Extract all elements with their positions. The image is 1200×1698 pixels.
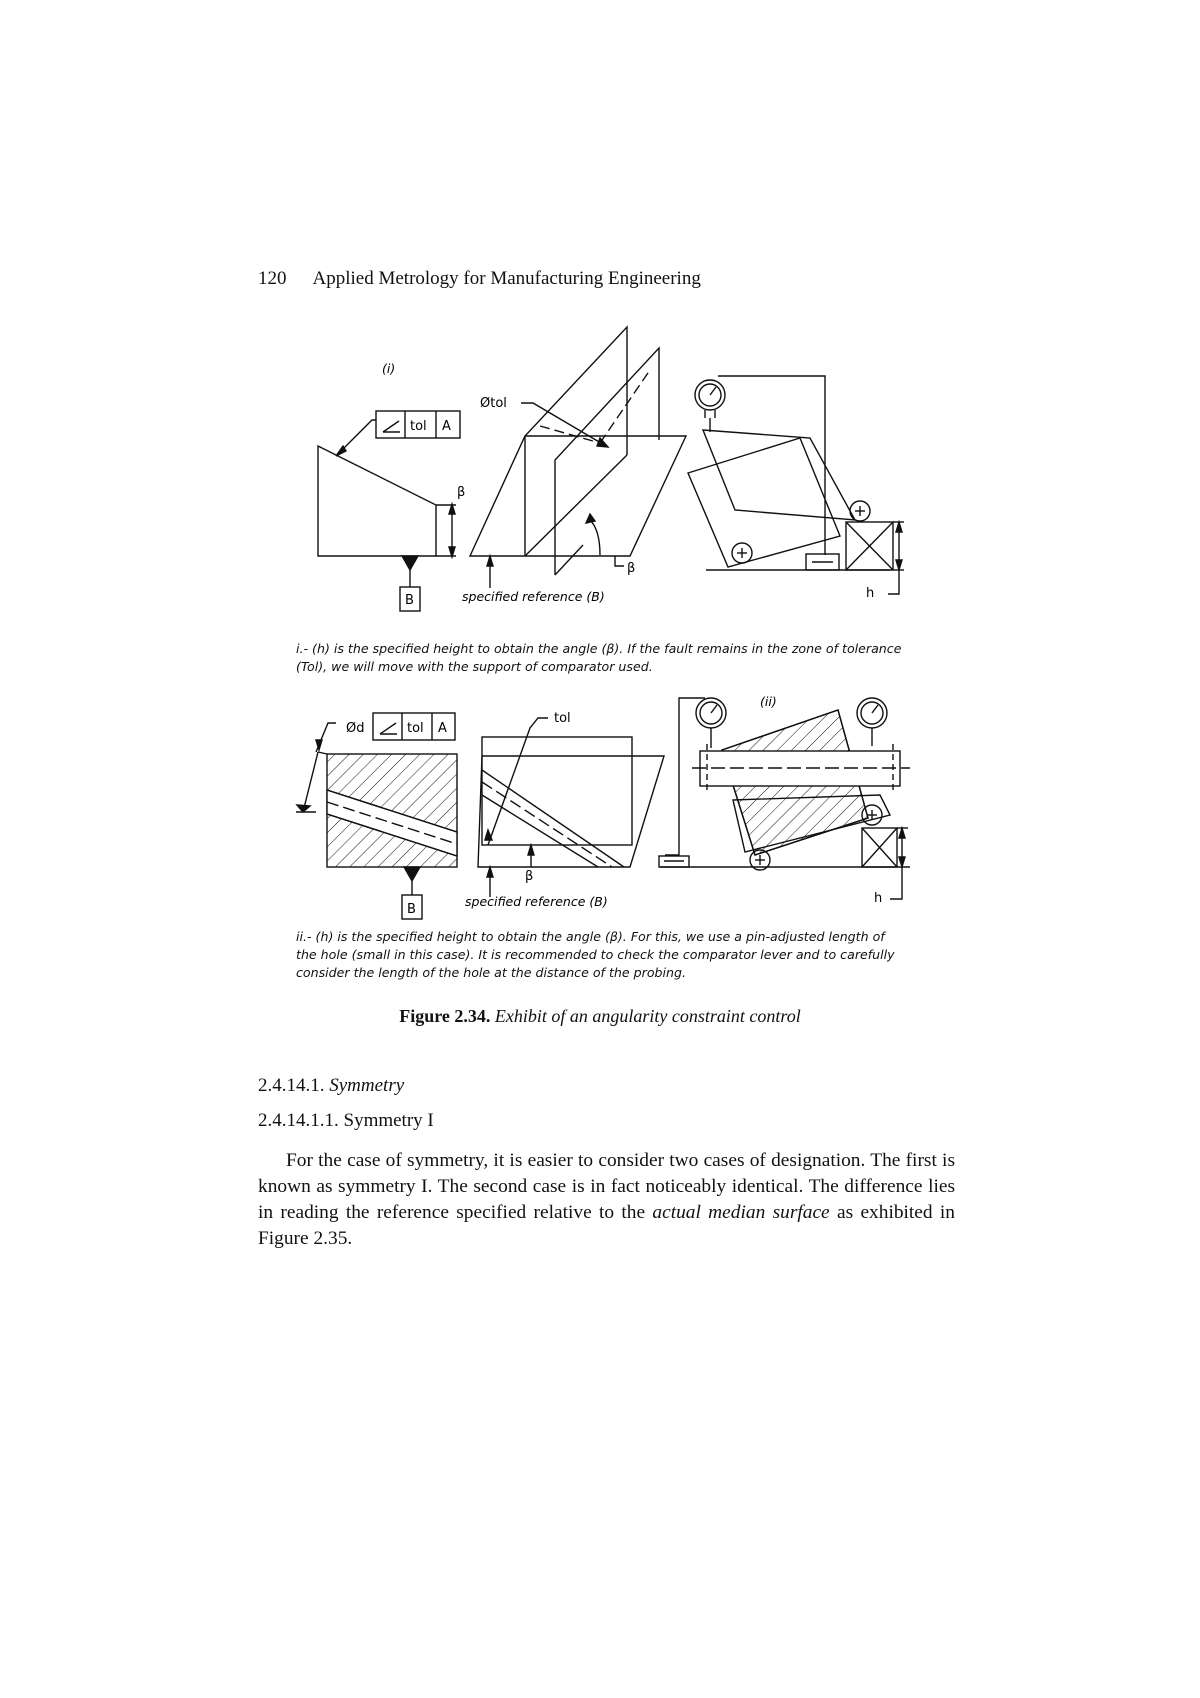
tol-label-ii: tol — [554, 711, 571, 726]
specified-reference-i: specified reference (B) — [462, 589, 605, 604]
datum-B-ii: B — [407, 902, 416, 917]
wedge-part — [318, 446, 456, 557]
caption-i: i.- (h) is the specified height to obtain the angle (β). If the fault remains in the zone of tolerance (Tol), we will move with the support of comparator used. — [296, 641, 902, 674]
specified-reference-ii: specified reference (B) — [465, 894, 608, 909]
tolerance-planes — [470, 327, 686, 575]
beta-label-1: β — [457, 485, 466, 500]
tolerance-zone-ii — [478, 737, 664, 867]
beta-label-2: β — [627, 561, 636, 576]
beta-label-3: β — [525, 869, 534, 884]
h-label-i: h — [866, 586, 875, 601]
figure-caption — [0, 1006, 1200, 1027]
fcf-datum-i: A — [442, 419, 451, 434]
dia-d-label: Ød — [346, 721, 365, 736]
fcf-tol-i: tol — [410, 419, 427, 434]
hatched-block — [327, 754, 457, 867]
panel-label-i: (i) — [382, 361, 396, 376]
body-paragraph: For the case of symmetry, it is easier to consider two cases of designation. The first is known as symmetry I. The second case is in fact noticeably identical. The difference lies in reading the reference specified relative to the actual median surface as exhibited in Figure 2.35. — [258, 1150, 955, 1249]
emphasis-term: actual median surface — [652, 1202, 830, 1223]
section-heading-symmetry: 2.4.14.1. Symmetry — [258, 1075, 405, 1096]
figure-number: Figure 2.34. — [399, 1006, 491, 1026]
panel-label-ii: (ii) — [760, 694, 777, 709]
dia-tol-label: Øtol — [480, 396, 507, 411]
page-number: 120 — [258, 268, 287, 289]
fcf-datum-ii: A — [438, 721, 447, 736]
comparator-setup-i — [688, 376, 904, 594]
book-title: Applied Metrology for Manufacturing Engineering — [312, 268, 701, 289]
section-heading-symmetry-i: 2.4.14.1.1. Symmetry I — [258, 1110, 434, 1131]
caption-ii: ii.- (h) is the specified height to obtain the angle (β). For this, we use a pin-adjusted length of the hole (small in this case). It is recommended to check the comparator lever and to carefully consider the length of the hole at the distance of the probing. — [296, 929, 895, 980]
comparator-setup-ii — [659, 698, 910, 899]
fcf-tol-ii: tol — [407, 721, 424, 736]
h-label-ii: h — [874, 891, 883, 906]
datum-B-i: B — [405, 593, 414, 608]
figure-caption-text: Exhibit of an angularity constraint control — [494, 1006, 801, 1026]
